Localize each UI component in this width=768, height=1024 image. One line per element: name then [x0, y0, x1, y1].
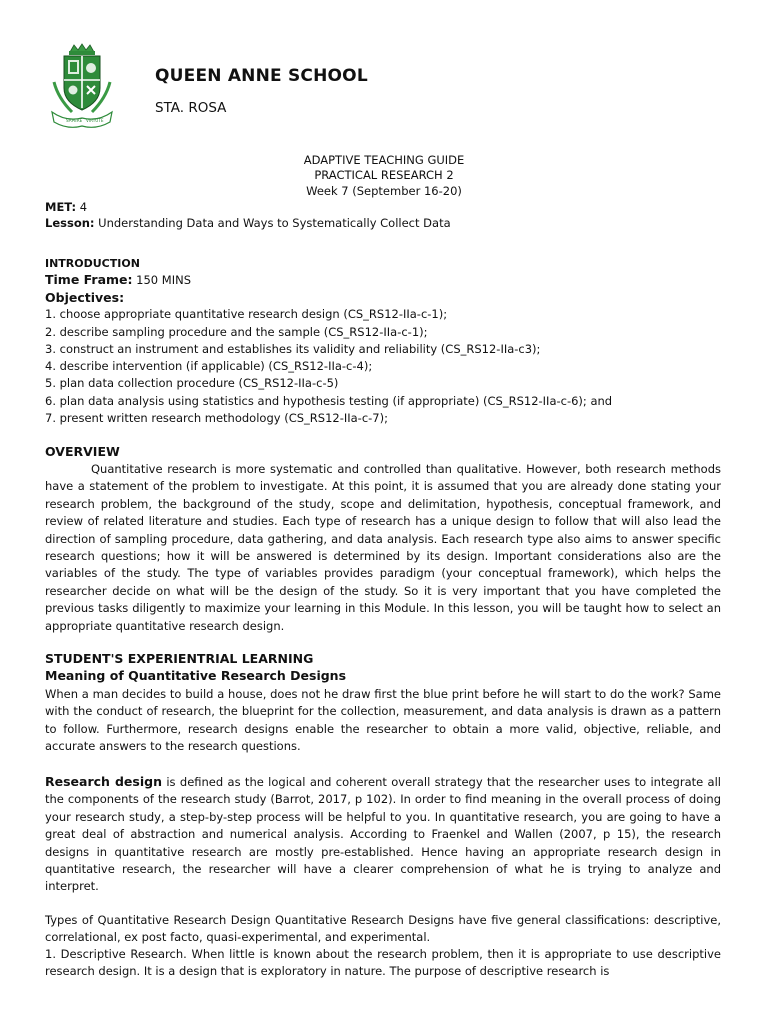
school-location: STA. ROSA	[155, 100, 227, 116]
objective-item: 6. plan data analysis using statistics and hypothesis testing (if appropriate) (CS_RS12-IIa-c-6); and	[45, 394, 613, 408]
time-frame-label: Time Frame:	[45, 272, 133, 287]
subject-title: PRACTICAL RESEARCH 2	[314, 168, 454, 182]
met-value: 4	[79, 200, 88, 214]
lesson-label: Lesson:	[45, 216, 95, 230]
research-design-term: Research design	[45, 774, 162, 789]
school-name: QUEEN ANNE SCHOOL	[155, 66, 368, 86]
experiential-heading: STUDENT'S EXPERIENTRIAL LEARNING	[45, 651, 314, 666]
lesson-value: Understanding Data and Ways to Systematically Collect Data	[98, 216, 451, 230]
research-design-paragraph	[45, 773, 721, 896]
types-paragraph: Types of Quantitative Research Design Quantitative Research Designs have five general classifications: descriptive, correlational, ex post facto, quasi-experimental, and experimental.	[45, 913, 721, 945]
time-frame-value: 150 MINS	[136, 273, 191, 287]
crest-motto-left: SAPERE	[66, 118, 83, 123]
blueprint-paragraph: When a man decides to build a house, does not he draw first the blue print before he will start to do the work? Same with the conduct of research, the blueprint for the collection, measurement, and data analysis is drawn as a pattern to follow. Furthermore, research designs enable the researcher to obtain a more valid, objective, reliable, and accurate answers to the research questions.	[45, 687, 721, 754]
objective-item: 5. plan data collection procedure (CS_RS12-IIa-c-5)	[45, 376, 339, 390]
met-line	[45, 200, 725, 214]
week-label: Week 7 (September 16-20)	[306, 184, 462, 198]
met-label: MET:	[45, 200, 77, 214]
crest-motto-right: VIRTUTE	[86, 118, 104, 123]
objective-item: 1. choose appropriate quantitative research design (CS_RS12-IIa-c-1);	[45, 307, 448, 321]
time-frame-line	[45, 272, 725, 287]
objective-item: 7. present written research methodology (CS_RS12-IIa-c-7);	[45, 411, 388, 425]
designs-subheading: Meaning of Quantitative Research Designs	[45, 668, 347, 683]
school-crest-icon	[50, 42, 114, 132]
overview-heading: OVERVIEW	[45, 444, 120, 459]
guide-title: ADAPTIVE TEACHING GUIDE	[303, 153, 465, 167]
research-design-definition: is defined as the logical and coherent overall strategy that the researcher uses to integrate all the components of the research study (Barrot, 2017, p 102). In order to find meaning in the overall process of doing your research study, a step-by-step process will be helpful to you. In quantitative research, you are going to have a great deal of abstraction and numerical analysis. According to Fraenkel and Wallen (2007, p 15), the research designs in quantitative research are mostly pre-established. Hence having an appropriate research design in quantitative research, the researcher will have a clearer comprehension of what he is trying to analyze and interpret.	[45, 775, 721, 894]
objective-item: 3. construct an instrument and establishes its validity and reliability (CS_RS12-IIa-c3);	[45, 342, 541, 356]
overview-paragraph: Quantitative research is more systematic and controlled than qualitative. However, both research methods have a statement of the problem to investigate. At this point, it is assumed that you are already done stating your research problem, the background of the study, scope and delimitation, hypothesis, conceptual framework, and review of related literature and studies. Each type of research has a unique design to follow that will also lead the direction of sampling procedure, data gathering, and data analysis. Each research type also aims to answer specific research questions; how it will be answered is determined by its design. Important considerations also are the variables of the study. The type of variables provides paradigm (your conceptual framework), which helps the researcher decide on what will be the design of the study. So it is very important that you have completed the previous tasks diligently to maximize your learning in this Module. In this lesson, you will be taught how to select an appropriate quantitative research design.	[45, 462, 721, 633]
objective-item: 4. describe intervention (if applicable) (CS_RS12-IIa-c-4);	[45, 359, 373, 373]
introduction-heading: INTRODUCTION	[45, 257, 140, 270]
lesson-line	[45, 216, 725, 230]
objective-item: 2. describe sampling procedure and the sample (CS_RS12-IIa-c-1);	[45, 325, 428, 339]
descriptive-paragraph: 1. Descriptive Research. When little is known about the research problem, then it is appropriate to use descriptive research design. It is a design that is exploratory in nature. The purpose of descriptive research is	[45, 947, 721, 979]
objectives-label: Objectives:	[45, 290, 125, 305]
